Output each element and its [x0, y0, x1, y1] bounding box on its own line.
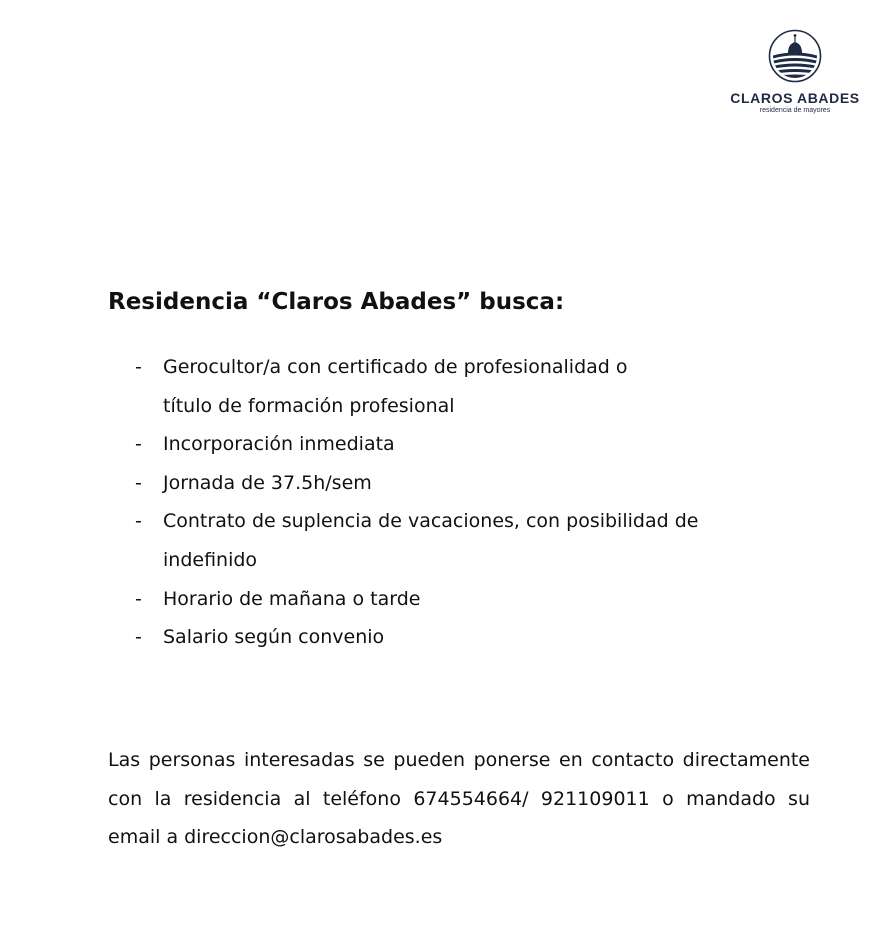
- list-item-text: Gerocultor/a con certificado de profesionalidad o: [163, 356, 628, 378]
- company-logo: [728, 26, 862, 114]
- bullet-dash: -: [135, 471, 142, 494]
- list-item: [108, 580, 808, 619]
- list-item: [108, 618, 808, 657]
- list-item-text: Salario según convenio: [163, 626, 385, 649]
- logo-name: CLAROS ABADES: [730, 90, 860, 106]
- list-item-text: Horario de mañana o tarde: [163, 587, 421, 610]
- list-item-text: Contrato de suplencia de vacaciones, con posibilidad de: [163, 510, 699, 533]
- requirements-list: [108, 348, 808, 657]
- list-item-continuation: [108, 541, 808, 580]
- list-item: [108, 348, 808, 387]
- list-item-continuation: [108, 387, 808, 426]
- contact-paragraph: Las personas interesadas se pueden ponerse en contacto directamente con la residencia al teléfono 674554664/ 921109011 o mandado su email a direccion@clarosabades.es: [108, 749, 810, 849]
- list-item: [108, 502, 808, 541]
- list-item-text: Jornada de 37.5h/sem: [163, 471, 372, 494]
- list-item-text: título de formación profesional: [163, 394, 455, 417]
- list-item: [108, 425, 808, 464]
- list-item-text: Incorporación inmediata: [163, 433, 395, 456]
- bullet-dash: -: [135, 626, 142, 649]
- list-item-text: indefinido: [163, 548, 258, 571]
- page-title: Residencia “Claros Abades” busca:: [108, 289, 565, 315]
- logo-tagline: residencia de mayores: [759, 107, 831, 114]
- bullet-dash: -: [135, 510, 142, 533]
- list-item: [108, 464, 808, 503]
- bullet-dash: -: [135, 587, 142, 610]
- bullet-dash: -: [135, 356, 142, 378]
- bullet-dash: -: [135, 433, 142, 456]
- logo-emblem-icon: [768, 26, 822, 86]
